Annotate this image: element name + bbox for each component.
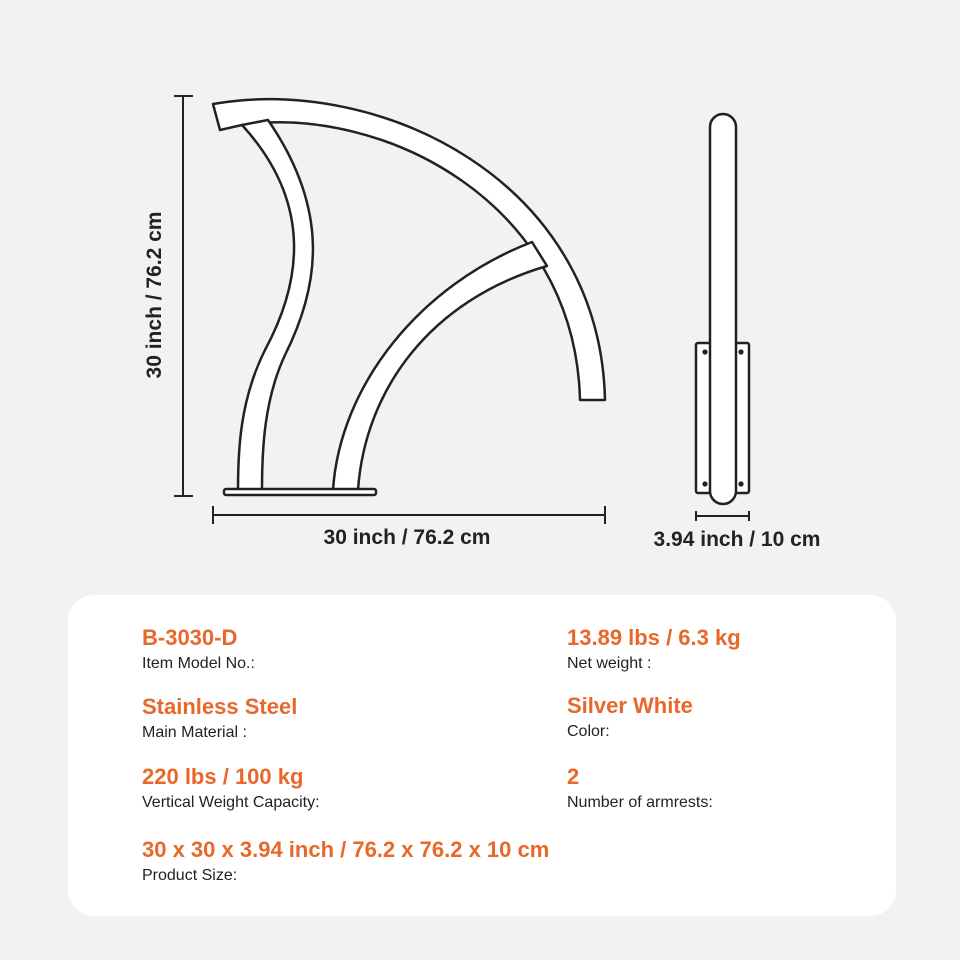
handrail-left-leg <box>238 120 313 490</box>
spec-weight <box>567 625 741 674</box>
spec-model-value: B-3030-D <box>142 625 238 650</box>
depth-dimension-label: 3.94 inch / 10 cm <box>653 528 821 551</box>
spec-material <box>142 694 297 743</box>
spec-card <box>68 595 896 916</box>
spec-model-label: Item Model No.: <box>142 655 255 672</box>
spec-material-value: Stainless Steel <box>142 694 298 719</box>
spec-capacity <box>142 764 320 813</box>
handrail-base-plate <box>224 489 376 495</box>
height-dimension-label: 30 inch / 76.2 cm <box>143 211 166 379</box>
spec-model <box>142 625 255 674</box>
spec-color-value: Silver White <box>567 693 693 718</box>
spec-size-value: 30 x 30 x 3.94 inch / 76.2 x 76.2 x 10 cm <box>142 837 550 862</box>
spec-material-label: Main Material : <box>142 724 247 741</box>
spec-capacity-label: Vertical Weight Capacity: <box>142 794 320 811</box>
spec-armrests <box>567 764 713 813</box>
spec-armrests-label: Number of armrests: <box>567 794 713 811</box>
spec-weight-label: Net weight : <box>567 655 652 672</box>
spec-capacity-value: 220 lbs / 100 kg <box>142 764 304 789</box>
spec-weight-value: 13.89 lbs / 6.3 kg <box>567 625 741 650</box>
spec-size-label: Product Size: <box>142 867 238 884</box>
width-dimension-label: 30 inch / 76.2 cm <box>323 526 491 549</box>
spec-armrests-value: 2 <box>567 764 580 789</box>
spec-color <box>567 693 693 742</box>
spec-size <box>142 837 549 886</box>
spec-color-label: Color: <box>567 723 610 740</box>
handrail-inner-brace <box>333 242 547 490</box>
side-view-post <box>710 114 736 504</box>
